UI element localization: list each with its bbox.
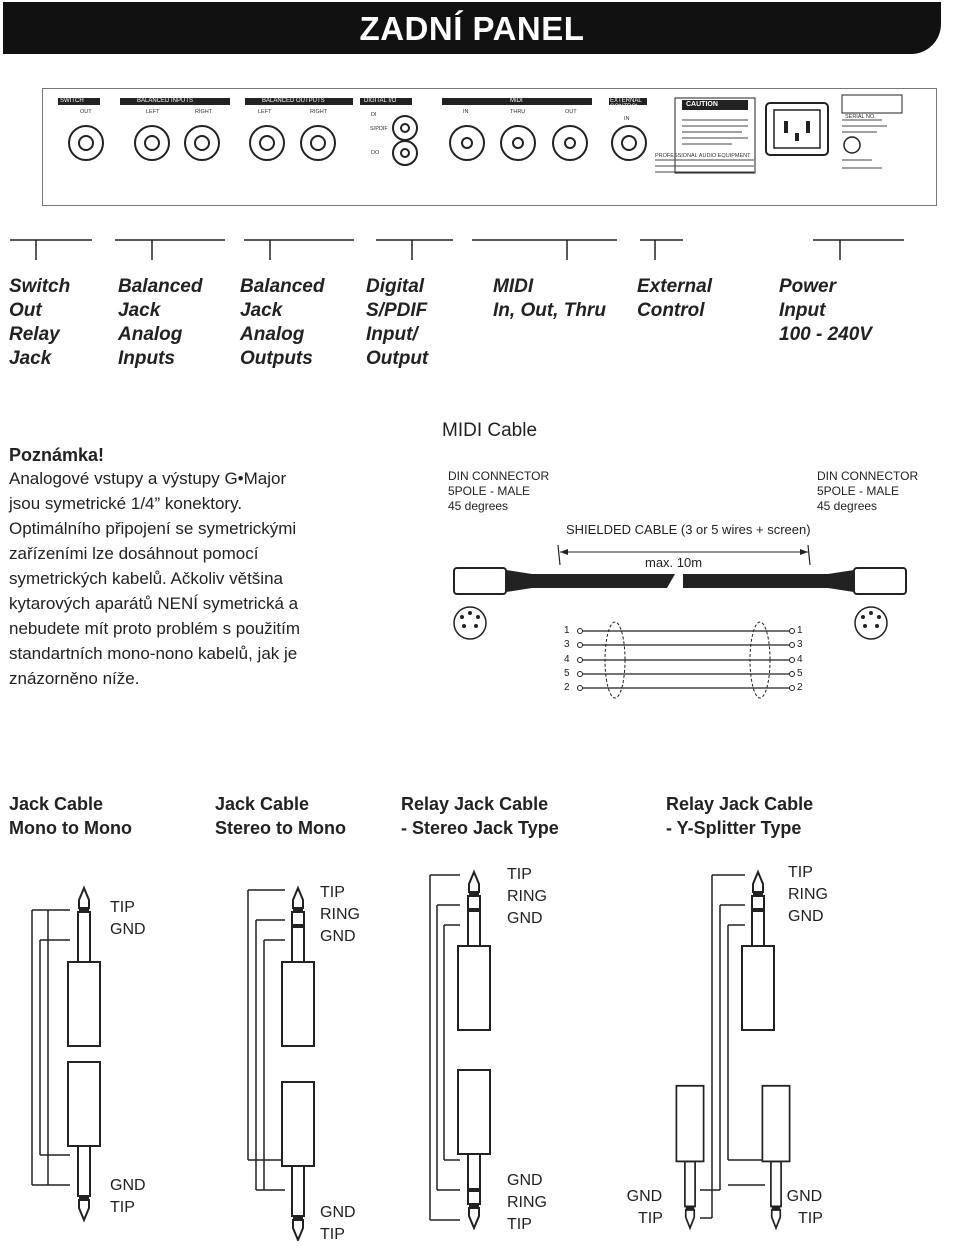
midi-cable-title: MIDI Cable (442, 420, 538, 441)
plug-y-top (742, 872, 774, 1030)
stereo-top-labels: TIP RING GND (320, 884, 360, 945)
midi-cable-drawing (440, 530, 940, 700)
caution-label: CAUTION (686, 101, 718, 108)
cable-title-mono-mono: Jack Cable Mono to Mono (9, 794, 132, 838)
plug-stereo-top (282, 888, 314, 1046)
rear-panel-drawing (42, 88, 937, 206)
right-pin-numbers: 1 3 4 5 2 (797, 625, 803, 694)
callout-midi: MIDI In, Out, Thru (493, 276, 606, 321)
callout-brackets (0, 232, 960, 262)
stereo-bottom-labels: GND TIP (320, 1204, 356, 1243)
y-bottom-left-labels: GND TIP (626, 1188, 663, 1227)
max-length-label: max. 10m (645, 555, 703, 570)
plug-mono-top (68, 888, 100, 1046)
cable-relay-stereo (430, 875, 460, 1220)
cable-title-relay-y: Relay Jack Cable - Y-Splitter Type (666, 794, 814, 838)
y-bottom-right-labels: GND TIP (786, 1188, 823, 1227)
left-din-connector-label: DIN CONNECTOR 5POLE - MALE 45 degrees (448, 469, 550, 513)
note-heading: Poznámka! (9, 445, 105, 465)
right-din-connector-label: DIN CONNECTOR 5POLE - MALE 45 degrees (817, 469, 919, 513)
panel-label-in-left: LEFT (146, 109, 160, 115)
serial-label: SERIAL NO. (845, 114, 876, 120)
panel-label-in-right: RIGHT (195, 109, 213, 115)
plug-mono-bottom (68, 1062, 100, 1220)
panel-label-ext-in: IN (624, 116, 630, 122)
cable-stereo-mono (248, 890, 285, 1190)
plug-relay-bottom (458, 1070, 490, 1228)
callout-external-control: External Control (637, 276, 712, 321)
panel-label-midi-thru: THRU (510, 109, 526, 115)
panel-label-midi-in: IN (463, 109, 469, 115)
shielded-cable-label: SHIELDED CABLE (3 or 5 wires + screen) (566, 522, 811, 537)
panel-label-switch-out: OUT (80, 109, 92, 115)
relay-top-labels: TIP RING GND (507, 866, 547, 927)
cable-title-stereo-mono: Jack Cable Stereo to Mono (215, 794, 346, 838)
relay-bottom-labels: GND RING TIP (507, 1172, 547, 1233)
panel-label-out-right: RIGHT (310, 109, 328, 115)
callout-digital: Digital S/PDIF Input/ Output (366, 276, 429, 369)
mono-top-labels: TIP GND (110, 899, 146, 938)
callout-switch-out: Switch Out Relay Jack (9, 276, 71, 369)
left-pin-numbers: 1 3 4 5 2 (564, 625, 570, 694)
panel-section-midi: MIDI (510, 98, 523, 104)
panel-label-midi-out: OUT (565, 109, 577, 115)
professional-label: PROFESSIONAL AUDIO EQUIPMENT (655, 153, 751, 159)
callout-balanced-inputs: Balanced Jack Analog Inputs (118, 276, 203, 369)
plug-y-bottom-left (676, 1086, 703, 1228)
panel-section-inputs: BALANCED INPUTS (137, 98, 194, 104)
cable-mono-mono (32, 910, 70, 1185)
callout-power: Power Input 100 - 240V (779, 276, 872, 345)
panel-label-do: DO (371, 150, 380, 156)
page-header (3, 2, 941, 54)
page-title: ZADNÍ PANEL (359, 10, 585, 47)
plug-relay-top (458, 872, 490, 1030)
panel-label-out-left: LEFT (258, 109, 272, 115)
panel-section-outputs: BALANCED OUTPUTS (262, 98, 325, 104)
mono-bottom-labels: GND TIP (110, 1177, 146, 1216)
plug-stereo-bottom (282, 1082, 314, 1240)
panel-label-di: DI (371, 112, 377, 118)
cable-title-relay-stereo: Relay Jack Cable - Stereo Jack Type (401, 794, 559, 838)
panel-section-external: EXTERNAL CONTROL (610, 98, 642, 110)
panel-label-spdif: S/PDIF (370, 126, 388, 132)
y-top-labels: TIP RING GND (788, 864, 828, 925)
note-text: Analogové vstupy a výstupy G•Major jsou symetrické 1/4” konektory. Optimálního připojení se symetrickými zařízeními lze dosáhnout pomocí symetrických kabelů. Ačkoliv většina kytarových aparátů NENÍ symetrická a nebudete mít proto problém s použitím standartních mono-nono kabelů, jak je znázorněno níže. (9, 469, 301, 688)
panel-section-digital: DIGITAL I/O (364, 98, 397, 104)
panel-section-switch: SWITCH (60, 98, 84, 104)
callout-balanced-outputs: Balanced Jack Analog Outputs (240, 276, 325, 369)
note-block (9, 445, 409, 691)
